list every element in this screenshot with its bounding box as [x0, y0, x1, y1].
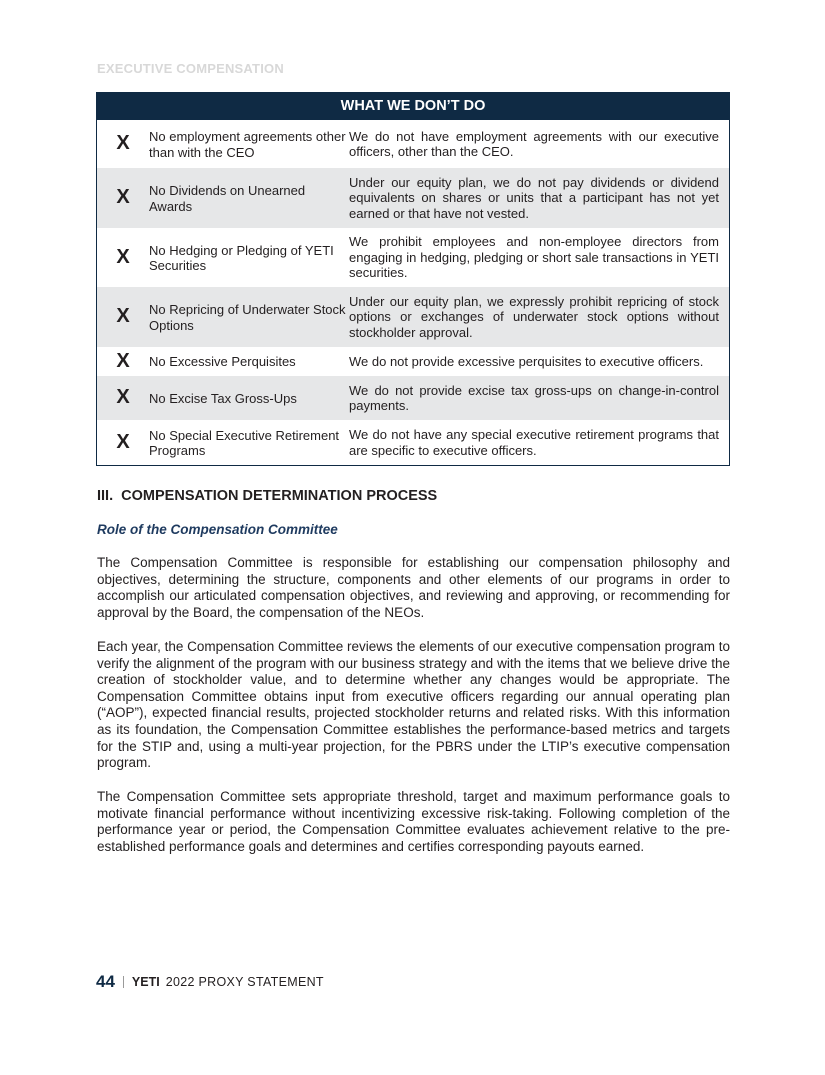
running-header: EXECUTIVE COMPENSATION [97, 61, 284, 76]
table-row [97, 287, 729, 347]
row-description: We do not provide excessive perquisites to executive officers. [349, 353, 704, 369]
x-mark-icon: X [116, 305, 130, 328]
row-label: No Repricing of Underwater Stock Options [149, 302, 346, 333]
x-mark-icon: X [116, 186, 130, 209]
paragraph: Each year, the Compensation Committee reviews the elements of our executive compensation program to verify the alignment of the program with our business strategy and with the items that we believe drive the creation of stockholder value, and to determine whether any changes would be appropriate. The Compensation Committee obtains input from executive officers regarding our annual operating plan (“AOP”), expected financial results, projected stockholder returns and related risks. With this information as its foundation, the Compensation Committee establishes the performance-based metrics and targets for the STIP and, using a multi-year projection, for the PBRS under the LTIP’s executive compensation program. [97, 639, 730, 771]
table-row [97, 420, 729, 465]
x-mark-icon: X [116, 386, 130, 409]
section-heading: III. COMPENSATION DETERMINATION PROCESS [97, 488, 438, 504]
row-description: We do not have employment agreements with our executive officers, other than the CEO. [349, 128, 719, 159]
table-row [97, 168, 729, 228]
x-mark-icon: X [116, 245, 130, 268]
x-mark-icon: X [116, 132, 130, 155]
table-row [97, 347, 729, 376]
paragraph: The Compensation Committee is responsible for establishing our compensation philosophy and objectives, determining the structure, components and other elements of our programs in order to accomplish our articulated compensation objectives, and reviewing and approving, or recommending for approval by the Board, the compensation of the NEOs. [97, 555, 730, 620]
page-footer [96, 972, 324, 992]
row-description: We do not have any special executive retirement programs that are specific to executive officers. [349, 427, 719, 458]
footer-brand: YETI [131, 975, 160, 989]
x-mark-icon: X [116, 349, 130, 372]
row-label: No Special Executive Retirement Programs [149, 427, 340, 458]
footer-divider [123, 976, 124, 988]
row-label: No Dividends on Unearned Awards [149, 183, 306, 214]
footer-document-title: 2022 PROXY STATEMENT [165, 975, 324, 989]
row-description: We prohibit employees and non-employee directors from engaging in hedging, pledging or short sale transactions in YETI securities. [349, 234, 719, 281]
table-row [97, 120, 729, 168]
table-row [97, 228, 729, 287]
paragraph: The Compensation Committee sets appropriate threshold, target and maximum performance goals to motivate financial performance without incentivizing excessive risk-taking. Following completion of the performance year or period, the Compensation Committee evaluates achievement relative to the pre-established performance goals and determines and certifies corresponding payouts earned. [97, 789, 730, 854]
row-description: Under our equity plan, we do not pay dividends or dividend equivalents on shares or units that a participant has not yet earned or that have not vested. [349, 174, 719, 221]
row-description: Under our equity plan, we expressly prohibit repricing of stock options or exchanges of underwater stock options without stockholder approval. [349, 293, 719, 340]
row-label: No employment agreements other than with the CEO [149, 129, 346, 160]
row-label: No Excise Tax Gross-Ups [149, 390, 297, 406]
what-we-dont-do-table [96, 92, 730, 466]
x-mark-icon: X [116, 430, 130, 453]
table-row [97, 376, 729, 420]
subsection-heading: Role of the Compensation Committee [97, 522, 338, 537]
table-title: WHAT WE DON’T DO [97, 93, 729, 120]
row-label: No Hedging or Pledging of YETI Securities [149, 242, 334, 273]
page-number: 44 [96, 972, 115, 991]
row-label: No Excessive Perquisites [149, 354, 296, 370]
row-description: We do not provide excise tax gross-ups on change-in-control payments. [349, 382, 719, 413]
